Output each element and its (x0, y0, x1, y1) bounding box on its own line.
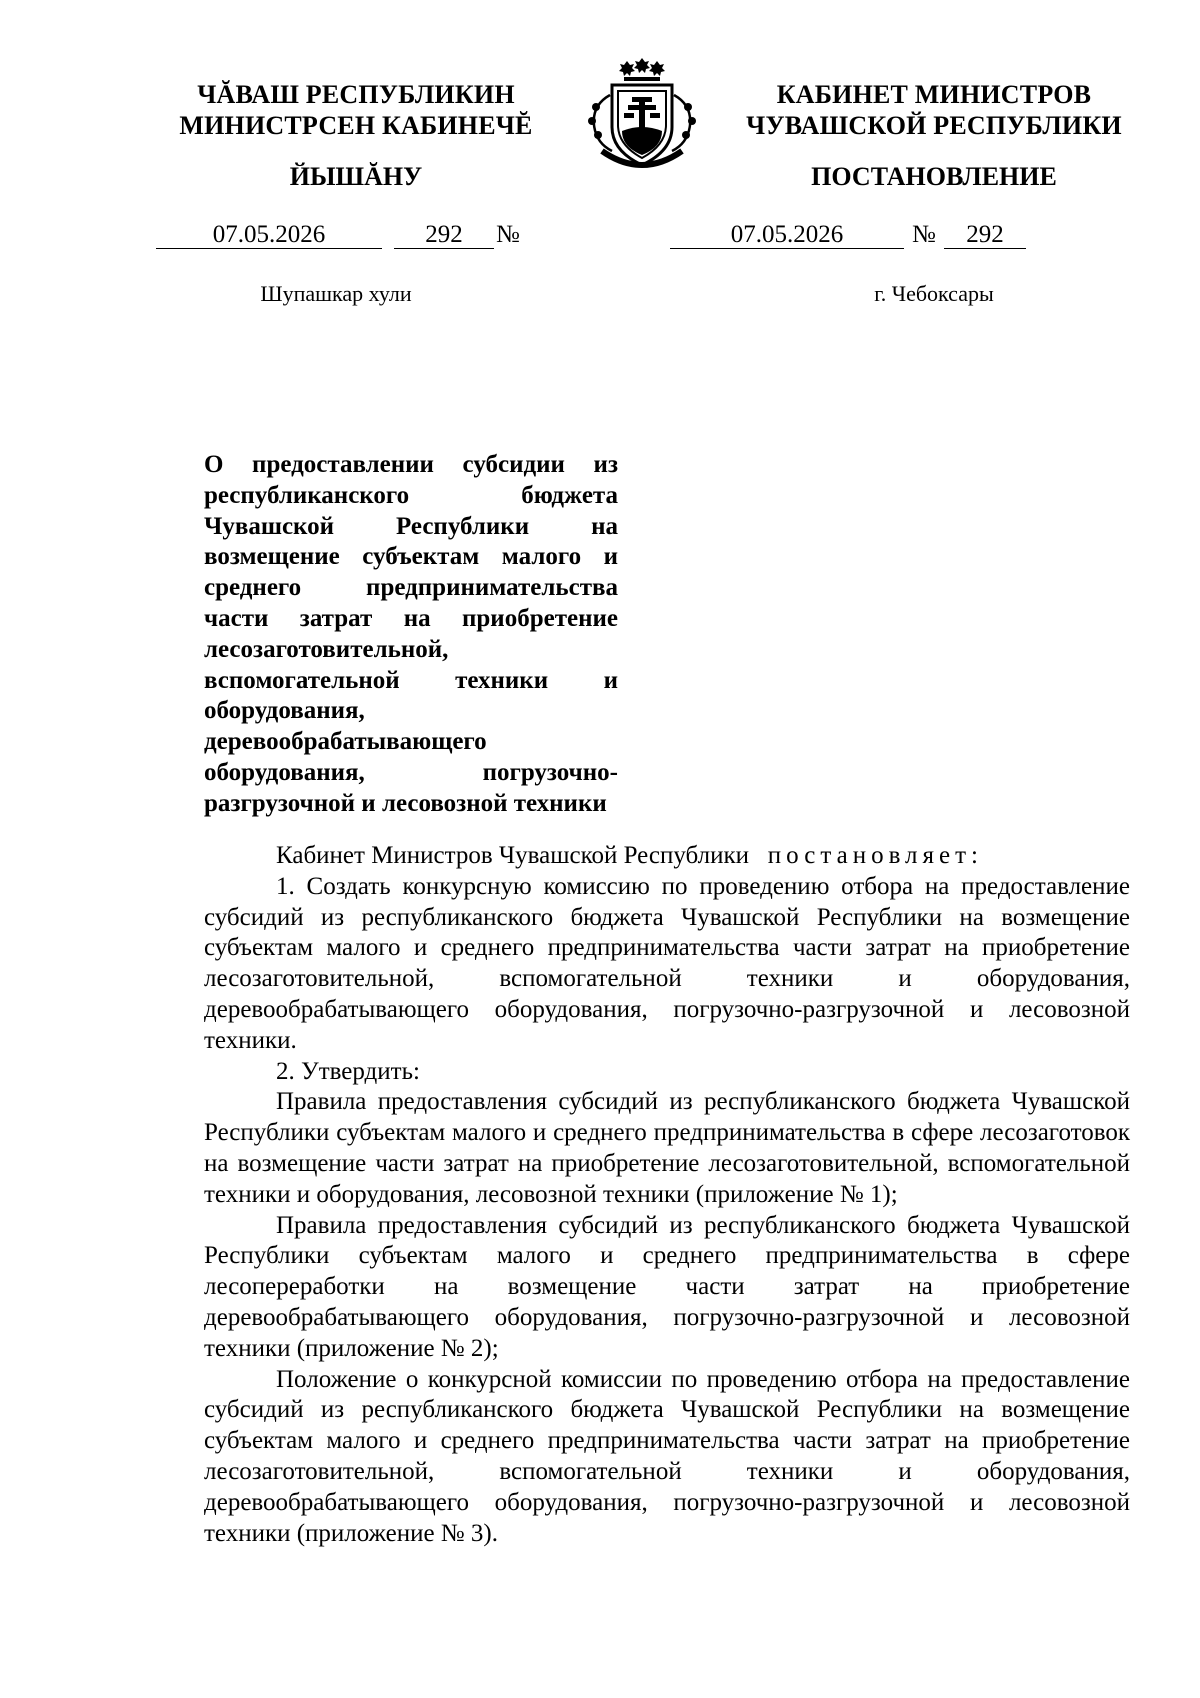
paragraph-5: Положение о конкурсной комиссии по проведению отбора на предоставление субсидий из республиканского бюджета Чувашской Республики на возмещение субъектам малого и среднего предпринимательства части затрат на приобретение лесозаготовительной, вспомогательной техники и оборудования, деревообрабатывающего оборудования, погрузочно-разгрузочной и лесовозной техники (приложение № 3). (204, 1365, 1130, 1547)
document-body (204, 841, 1130, 1549)
paragraph-2: 2. Утвердить: (276, 1057, 420, 1085)
preamble-verb: постановляет: (767, 842, 984, 869)
left-number-sign: № (496, 221, 520, 248)
left-doc-type: ЙЫШĂНУ (289, 162, 423, 191)
left-number: 292 (394, 219, 494, 249)
right-number: 292 (944, 219, 1026, 249)
left-org-line2: МИНИСТРСЕН КАБИНЕЧĔ (179, 111, 533, 140)
chuvash-republic-emblem-icon (572, 55, 712, 173)
preamble-subject: Кабинет Министров Чувашской Республики (276, 842, 750, 869)
left-org-line1: ЧĂВАШ РЕСПУБЛИКИН (197, 80, 515, 109)
left-date: 07.05.2026 (156, 219, 382, 249)
right-org-line2: ЧУВАШСКОЙ РЕСПУБЛИКИ (746, 111, 1122, 140)
right-org-name (730, 79, 1138, 141)
right-org-line1: КАБИНЕТ МИНИСТРОВ (776, 80, 1092, 109)
right-city: г. Чебоксары (874, 281, 994, 306)
document-title: О предоставлении субсидии из республиканского бюджета Чувашской Республики на возмещение субъектам малого и среднего предпринимательства части затрат на приобретение лесозаготовительной, вспомогательной техники и оборудования, деревообрабатывающего оборудования, погрузочно-разгрузочной и лесовозной техники (204, 451, 618, 817)
right-date: 07.05.2026 (670, 219, 904, 249)
paragraph-4: Правила предоставления субсидий из республиканского бюджета Чувашской Республики субъектам малого и среднего предпринимательства в сфере лесопереработки на возмещение части затрат на приобретение деревообрабатывающего оборудования, погрузочно-разгрузочной и лесовозной техники (приложение № 2); (204, 1211, 1130, 1362)
left-org-name (170, 79, 542, 141)
right-doc-type: ПОСТАНОВЛЕНИЕ (811, 162, 1057, 191)
left-registration-line (156, 219, 546, 251)
paragraph-1: 1. Создать конкурсную комиссию по проведению отбора на предоставление субсидий из республиканского бюджета Чувашской Республики на возмещение субъектам малого и среднего предпринимательства части затрат на приобретение лесозаготовительной, вспомогательной техники и оборудования, деревообрабатывающего оборудования, погрузочно-разгрузочной и лесовозной техники. (204, 872, 1130, 1054)
right-registration-line (670, 219, 1030, 251)
paragraph-3: Правила предоставления субсидий из республиканского бюджета Чувашской Республики субъектам малого и среднего предпринимательства в сфере лесозаготовок на возмещение части затрат на приобретение лесозаготовительной, вспомогательной техники и оборудования, лесовозной техники (приложение № 1); (204, 1088, 1130, 1208)
left-city: Шупашкар хули (260, 281, 412, 306)
preamble (204, 841, 1130, 872)
right-number-sign: № (912, 221, 936, 248)
